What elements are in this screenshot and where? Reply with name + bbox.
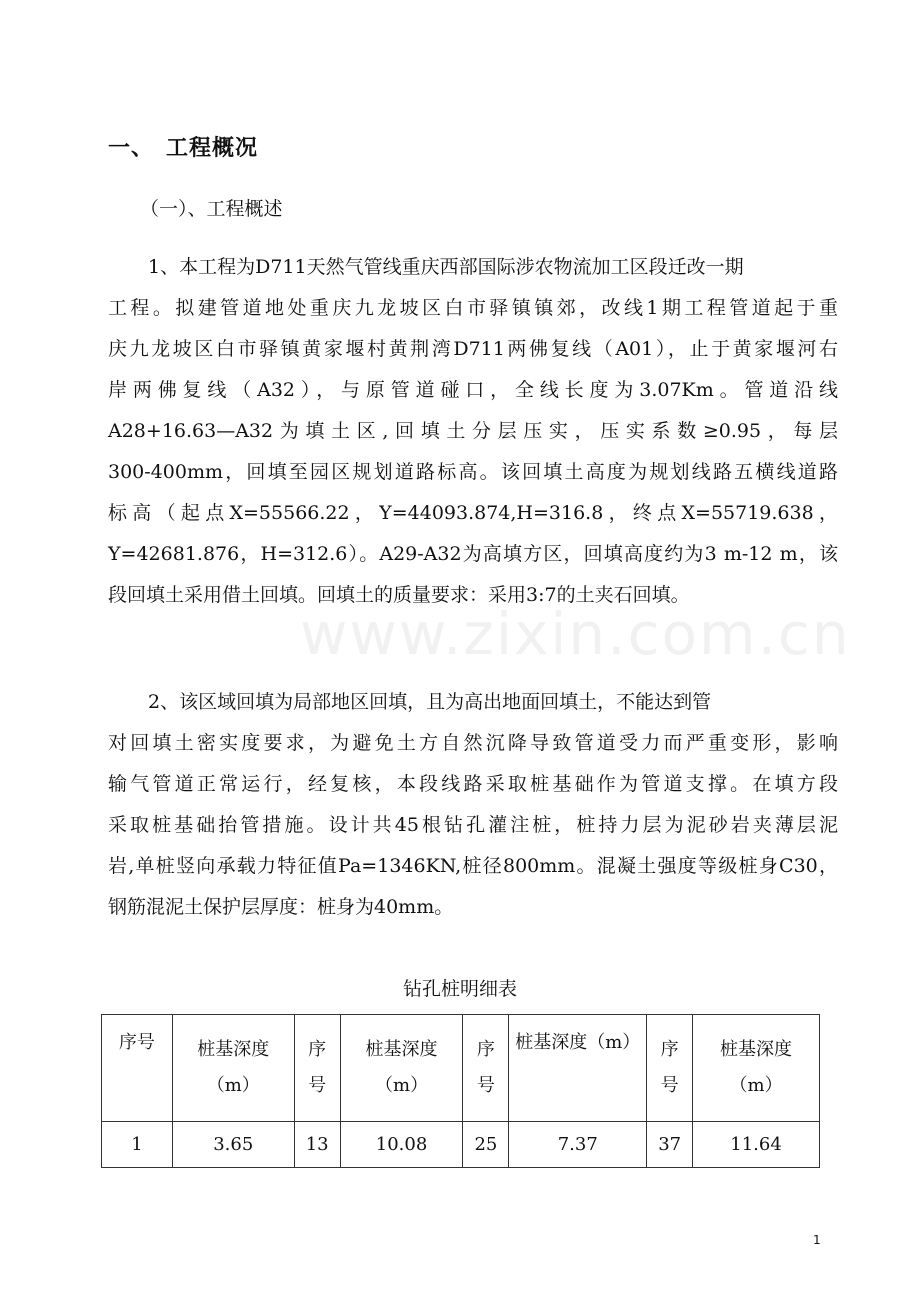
table-cell: 10.08 bbox=[340, 1122, 463, 1168]
paragraph-line: 岩,单桩竖向承载力特征值Pa=1346KN,桩径800mm。混凝土强度等级桩身C30， bbox=[108, 855, 838, 877]
subsection-heading: （一）、工程概述 bbox=[140, 198, 283, 220]
header-text: 桩基深度（m） bbox=[515, 1032, 641, 1053]
header-depth bbox=[693, 1015, 820, 1122]
header-text: 桩基深度 bbox=[720, 1039, 793, 1060]
paragraph-line: 2、该区域回填为局部地区回填，且为高出地面回填土，不能达到管 bbox=[148, 691, 712, 713]
paragraph-line: 岸两佛复线（A32），与原管道碰口，全线长度为3.07Km。管道沿线 bbox=[108, 379, 838, 401]
table-cell: 7.37 bbox=[509, 1122, 647, 1168]
paragraph-line: 工程。拟建管道地处重庆九龙坡区白市驿镇镇郊，改线1期工程管道起于重 bbox=[108, 297, 838, 319]
paragraph-line: 段回填土采用借土回填。回填土的质量要求：采用3:7的土夹石回填。 bbox=[108, 584, 690, 606]
header-text: 序 bbox=[308, 1039, 327, 1060]
paragraph-line: 钢筋混泥土保护层厚度：桩身为40mm。 bbox=[108, 896, 454, 918]
page-number: 1 bbox=[813, 1233, 821, 1247]
table-row bbox=[102, 1122, 820, 1168]
header-text: （m） bbox=[206, 1075, 260, 1096]
paragraph-2 bbox=[108, 682, 838, 928]
header-depth bbox=[172, 1015, 294, 1122]
header-seq bbox=[102, 1015, 173, 1122]
header-text: （m） bbox=[729, 1075, 783, 1096]
section-heading bbox=[108, 131, 258, 162]
header-text: 序 bbox=[476, 1039, 495, 1060]
paragraph-1 bbox=[108, 247, 838, 616]
table-cell: 3.65 bbox=[172, 1122, 294, 1168]
paragraph-line: Y=42681.876，H=312.6）。A29-A32为高填方区，回填高度约为3 m-12 m，该 bbox=[108, 543, 838, 565]
section-title: 工程概况 bbox=[166, 136, 259, 161]
paragraph-line: 1、本工程为D711天然气管线重庆西部国际涉农物流加工区段迁改一期 bbox=[148, 256, 744, 278]
header-depth bbox=[340, 1015, 463, 1122]
header-text: （m） bbox=[375, 1075, 429, 1096]
header-seq bbox=[647, 1015, 693, 1122]
watermark: www.zixin.com.cn bbox=[300, 600, 851, 668]
header-text: 序 bbox=[660, 1039, 679, 1060]
header-seq bbox=[294, 1015, 340, 1122]
paragraph-line: 采取桩基础抬管措施。设计共45根钻孔灌注桩，桩持力层为泥砂岩夹薄层泥 bbox=[108, 814, 838, 836]
paragraph-line: 标高（起点X=55566.22，Y=44093.874,H=316.8，终点X=55719.638， bbox=[108, 502, 838, 524]
header-depth bbox=[509, 1015, 647, 1122]
paragraph-line: 庆九龙坡区白市驿镇黄家堰村黄荆湾D711两佛复线（A01），止于黄家堰河右 bbox=[108, 338, 838, 360]
pile-detail-table bbox=[101, 1014, 820, 1168]
paragraph-line: 对回填土密实度要求，为避免土方自然沉降导致管道受力而严重变形，影响 bbox=[108, 732, 838, 754]
table-cell: 1 bbox=[102, 1122, 173, 1168]
table-caption: 钻孔桩明细表 bbox=[402, 978, 517, 1000]
table-header-row bbox=[102, 1015, 820, 1122]
section-number: 一、 bbox=[108, 136, 155, 161]
header-text: 号 bbox=[476, 1075, 495, 1096]
table-cell: 37 bbox=[647, 1122, 693, 1168]
header-text: 号 bbox=[660, 1075, 679, 1096]
header-seq bbox=[463, 1015, 509, 1122]
table-cell: 11.64 bbox=[693, 1122, 820, 1168]
paragraph-line: 输气管道正常运行，经复核，本段线路采取桩基础作为管道支撑。在填方段 bbox=[108, 773, 838, 795]
table-cell: 25 bbox=[463, 1122, 509, 1168]
header-text: 序号 bbox=[118, 1032, 155, 1053]
table-cell: 13 bbox=[294, 1122, 340, 1168]
header-text: 号 bbox=[308, 1075, 327, 1096]
header-text: 桩基深度 bbox=[197, 1039, 270, 1060]
paragraph-line: 300-400mm，回填至园区规划道路标高。该回填土高度为规划线路五横线道路 bbox=[108, 461, 838, 483]
header-text: 桩基深度 bbox=[365, 1039, 438, 1060]
paragraph-line: A28+16.63—A32为填土区,回填土分层压实，压实系数≥0.95，每层 bbox=[108, 420, 838, 442]
